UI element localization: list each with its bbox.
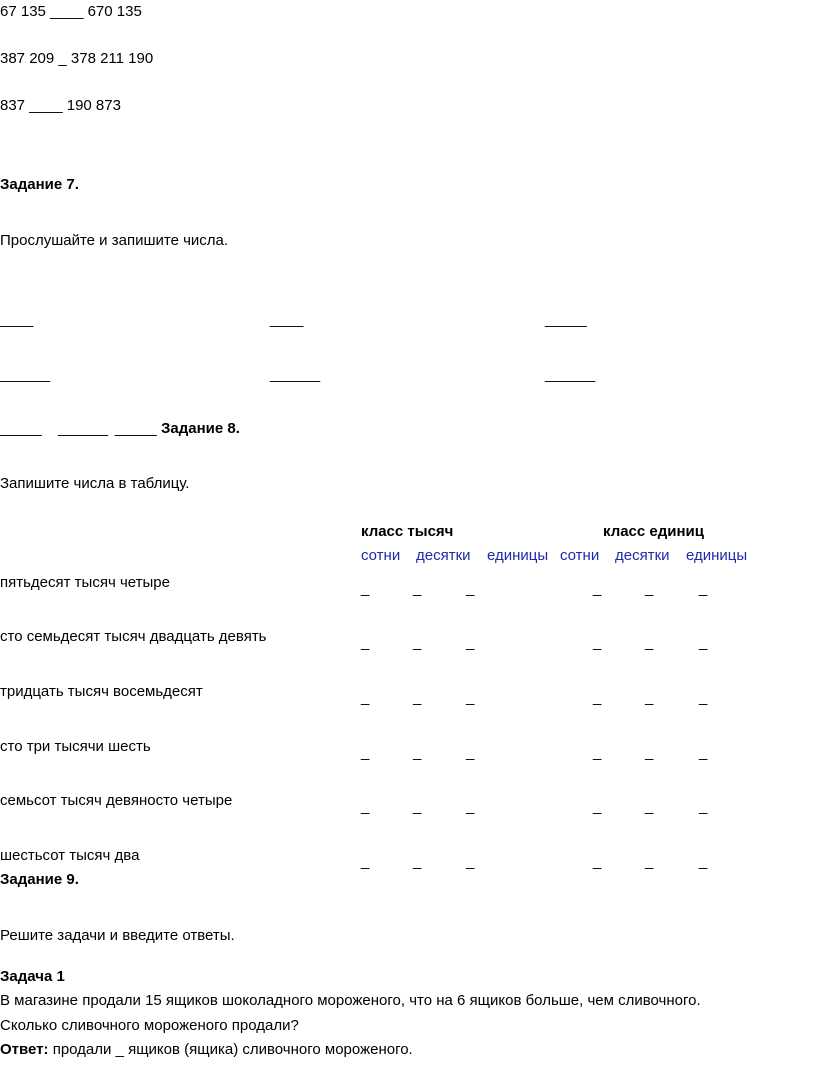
answer-label: Ответ:	[0, 1041, 49, 1058]
table-cell: _	[413, 798, 422, 815]
task7-blank-3: _____	[545, 311, 587, 328]
table-cell: _	[699, 744, 708, 761]
table-cell: _	[413, 689, 422, 706]
task8-instruction: Запишите числа в таблицу.	[0, 475, 190, 492]
table-cell: _	[645, 580, 654, 597]
table-cell: _	[645, 798, 654, 815]
column-header-tens-thousands: десятки	[416, 547, 471, 564]
column-header-hundreds-thousands: сотни	[361, 547, 401, 564]
comparison-line-2: 387 209 _ 378 211 190	[0, 50, 154, 67]
task7-blank-7: _____	[0, 420, 42, 437]
table-cell: _	[413, 580, 422, 597]
table-cell: _	[466, 689, 475, 706]
task7-blank-9: _____	[115, 420, 157, 437]
task9-instruction: Решите задачи и введите ответы.	[0, 927, 235, 944]
table-cell: _	[645, 744, 654, 761]
table-cell: _	[466, 853, 475, 870]
task7-title: Задание 7.	[0, 176, 79, 193]
column-header-hundreds-units: сотни	[560, 547, 600, 564]
class-units-header: класс единиц	[603, 523, 705, 540]
row-label: пятьдесят тысяч четыре	[0, 574, 170, 591]
table-cell: _	[466, 798, 475, 815]
table-cell: _	[699, 634, 708, 651]
problem1-answer	[0, 1041, 413, 1059]
table-cell: _	[699, 853, 708, 870]
task7-blank-6: ______	[545, 366, 596, 383]
table-cell: _	[413, 634, 422, 651]
table-cell: _	[361, 853, 370, 870]
table-cell: _	[361, 798, 370, 815]
table-cell: _	[593, 798, 602, 815]
table-cell: _	[466, 580, 475, 597]
table-cell: _	[466, 744, 475, 761]
problem1-title: Задача 1	[0, 968, 65, 985]
table-cell: _	[699, 798, 708, 815]
table-cell: _	[593, 634, 602, 651]
problem1-line-2: Сколько сливочного мороженого продали?	[0, 1017, 299, 1034]
class-thousands-header: класс тысяч	[361, 523, 454, 540]
table-cell: _	[699, 580, 708, 597]
row-label: сто семьдесят тысяч двадцать девять	[0, 628, 267, 645]
task9-title: Задание 9.	[0, 871, 79, 888]
column-header-units-thousands: единицы	[487, 547, 549, 564]
table-cell: _	[699, 689, 708, 706]
table-cell: _	[645, 634, 654, 651]
answer-text: продали _ ящиков (ящика) сливочного мороженого.	[48, 1041, 413, 1058]
task7-blank-1: ____	[0, 311, 34, 328]
task7-instruction: Прослушайте и запишите числа.	[0, 232, 229, 249]
table-cell: _	[361, 689, 370, 706]
table-cell: _	[593, 744, 602, 761]
column-header-tens-units: десятки	[615, 547, 670, 564]
task7-blank-5: ______	[270, 366, 321, 383]
table-cell: _	[361, 744, 370, 761]
row-label: шестьсот тысяч два	[0, 847, 140, 864]
column-header-units-units: единицы	[686, 547, 748, 564]
task7-blank-8: ______	[58, 420, 109, 437]
table-cell: _	[413, 744, 422, 761]
task7-blank-4: ______	[0, 366, 51, 383]
table-cell: _	[361, 580, 370, 597]
table-cell: _	[645, 689, 654, 706]
row-label: семьсот тысяч девяносто четыре	[0, 792, 233, 809]
comparison-line-3: 837 ____ 190 873	[0, 97, 121, 114]
table-cell: _	[361, 634, 370, 651]
table-cell: _	[593, 689, 602, 706]
task8-title: Задание 8.	[161, 420, 240, 437]
table-cell: _	[645, 853, 654, 870]
row-label: тридцать тысяч восемьдесят	[0, 683, 203, 700]
table-cell: _	[593, 853, 602, 870]
comparison-line-1: 67 135 ____ 670 135	[0, 3, 142, 20]
table-cell: _	[593, 580, 602, 597]
table-cell: _	[413, 853, 422, 870]
task7-blank-2: ____	[270, 311, 304, 328]
row-label: сто три тысячи шесть	[0, 738, 151, 755]
table-cell: _	[466, 634, 475, 651]
problem1-line-1: В магазине продали 15 ящиков шоколадного мороженого, что на 6 ящиков больше, чем сливочного.	[0, 992, 701, 1009]
